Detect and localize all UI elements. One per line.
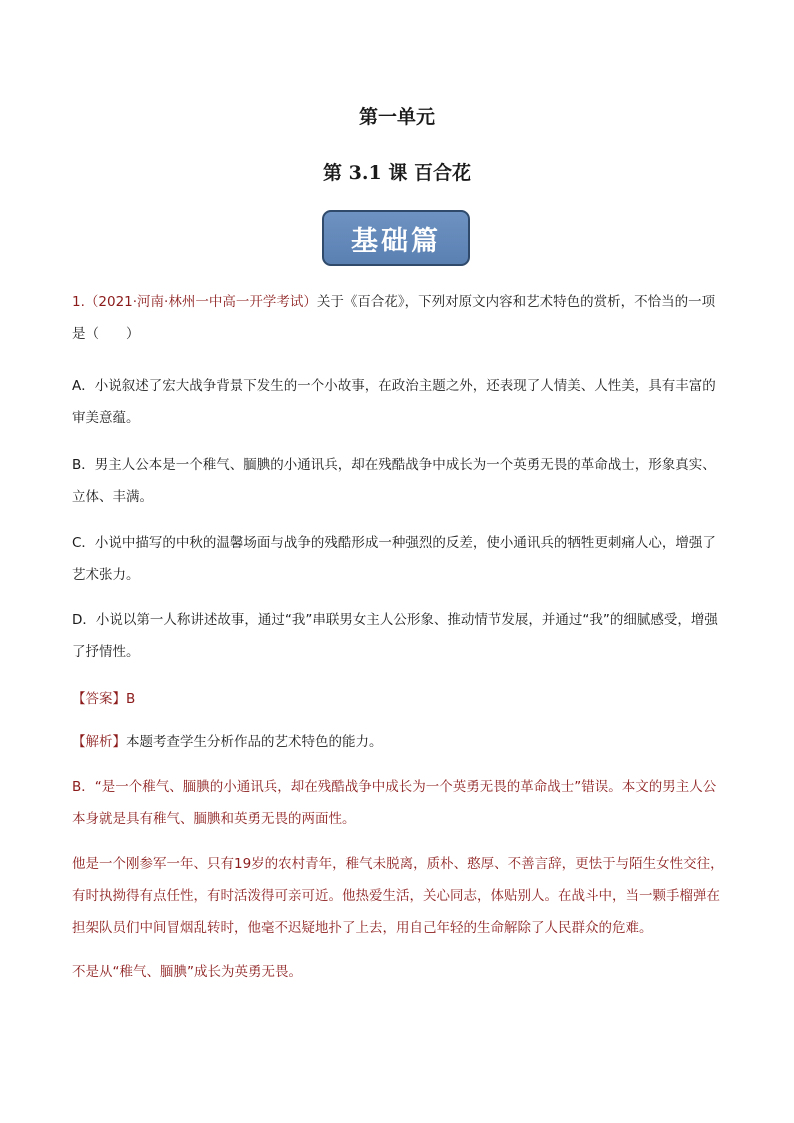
question-stem — [72, 286, 727, 350]
analysis-intro: 本题考查学生分析作品的艺术特色的能力。 — [126, 734, 383, 750]
option-d: D．小说以第一人称讲述故事，通过“我”串联男女主人公形象、推动情节发展，并通过“我”的细腻感受，增强了抒情性。 — [72, 612, 718, 660]
option-b: B．男主人公本是一个稚气、腼腆的小通讯兵，却在残酷战争中成长为一个英勇无畏的革命战士，形象真实、立体、丰满。 — [72, 457, 716, 505]
option-c: C．小说中描写的中秋的温馨场面与战争的残酷形成一种强烈的反差，使小通讯兵的牺牲更刺痛人心，增强了艺术张力。 — [72, 535, 716, 583]
level-badge — [322, 210, 470, 266]
question-number: 1. — [72, 294, 85, 310]
analysis-paragraph: 他是一个刚参军一年、只有19岁的农村青年，稚气未脱离，质朴、憨厚、不善言辞，更怯于与陌生女性交往，有时执拗得有点任性，有时活泼得可亲可近。他热爱生活，关心同志，体贴别人。在战斗中，当一颗手榴弹在担架队员们中间冒烟乱转时，他毫不迟疑地扑了上去，用自己年轻的生命解除了人民群众的危难。 — [72, 856, 724, 936]
lesson-title: 第 3.1 课 百合花 — [323, 162, 471, 184]
level-badge-label: 基础篇 — [351, 225, 441, 257]
question-source: （2021·河南·林州一中高一开学考试） — [84, 294, 317, 310]
answer-label: 【答案】 — [72, 691, 126, 707]
answer-value: B — [126, 691, 136, 707]
option-a: A．小说叙述了宏大战争背景下发生的一个小故事，在政治主题之外，还表现了人情美、人性美，具有丰富的审美意蕴。 — [72, 378, 716, 426]
answer-line — [72, 683, 727, 715]
analysis-paragraph: B．“是一个稚气、腼腆的小通讯兵，却在残酷战争中成长为一个英勇无畏的革命战士”错误。本文的男主人公本身就是具有稚气、腼腆和英勇无畏的两面性。 — [72, 779, 717, 827]
analysis-line — [72, 726, 727, 758]
unit-title: 第一单元 — [358, 106, 435, 128]
analysis-paragraph: 不是从“稚气、腼腆”成长为英勇无畏。 — [72, 964, 302, 980]
question-text: 关于《百合花》，下列对原文内容和艺术特色的赏析，不恰当的一项是（ ） — [72, 294, 716, 342]
analysis-label: 【解析】 — [72, 734, 126, 750]
